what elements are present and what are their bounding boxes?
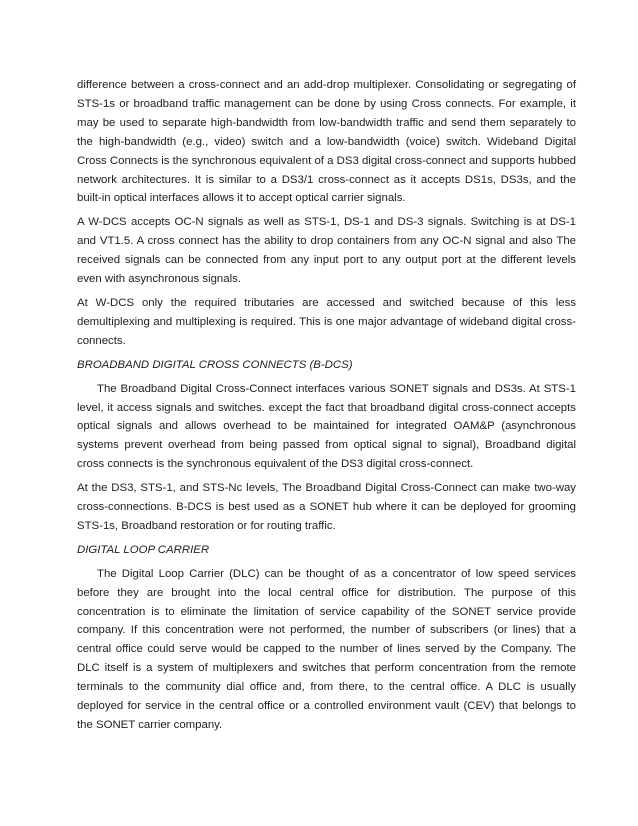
paragraph-bdcs-levels: At the DS3, STS-1, and STS-Nc levels, The Broadband Digital Cross-Connect can make two-way cross-connections. B-DCS is best used as a SONET hub where it can be deployed for grooming STS-1s, Broadband restoration or for routing traffic. [77, 482, 576, 532]
paragraph-bdcs-description: The Broadband Digital Cross-Connect interfaces various SONET signals and DS3s. At STS-1 level, it access signals and switches. except the fact that broadband digital cross-connect accepts optical signals and allows overhead to be maintained for integrated OAM&P (asynchronous systems prevent overhead from being passed from optical signal to signal), Broadband digital cross connects is the synchronous equivalent of the DS3 digital cross-connect. [77, 382, 576, 471]
section-heading-dlc: DIGITAL LOOP CARRIER [77, 543, 210, 556]
paragraph-wdcs-signals: A W-DCS accepts OC-N signals as well as STS-1, DS-1 and DS-3 signals. Switching is at DS-1 and VT1.5. A cross connect has the ability to drop containers from any OC-N signal and also The received signals can be connected from any input port to any output port at the different levels even with asynchronous signals. [77, 216, 576, 286]
paragraph-wdcs-advantage: At W-DCS only the required tributaries are accessed and switched because of this less demultiplexing and multiplexing is required. This is one major advantage of wideband digital cross-connects. [77, 296, 576, 347]
paragraph-cross-connect-intro: difference between a cross-connect and an add-drop multiplexer. Consolidating or segregating of STS-1s or broadband traffic management can be done by using Cross connects. For example, it may be used to separate high-bandwidth from low-bandwidth traffic and send them separately to the high-bandwidth (e.g., video) switch and a low-bandwidth (voice) switch. Wideband Digital Cross Connects is the synchronous equivalent of a DS3 digital cross-connect and supports hubbed network architectures. It is similar to a DS3/1 cross-connect as it accepts DS1s, DS3s, and the built-in optical interfaces allows it to accept optical carrier signals. [77, 79, 576, 205]
paragraph-dlc-description: The Digital Loop Carrier (DLC) can be thought of as a concentrator of low speed services before they are brought into the local central office for distribution. The purpose of this concentration is to eliminate the limitation of service capability of the SONET service provide company. If this concentration were not performed, the number of subscribers (or lines) that a central office could serve would be capped to the number of lines served by the Company. The DLC itself is a system of multiplexers and switches that perform concentration from the remote terminals to the community dial office and, from there, to the central office. A DLC is usually deployed for service in the central office or a controlled environment vault (CEV) that belongs to the SONET carrier company. [77, 567, 576, 731]
section-heading-bdcs: BROADBAND DIGITAL CROSS CONNECTS (B-DCS) [77, 358, 353, 371]
